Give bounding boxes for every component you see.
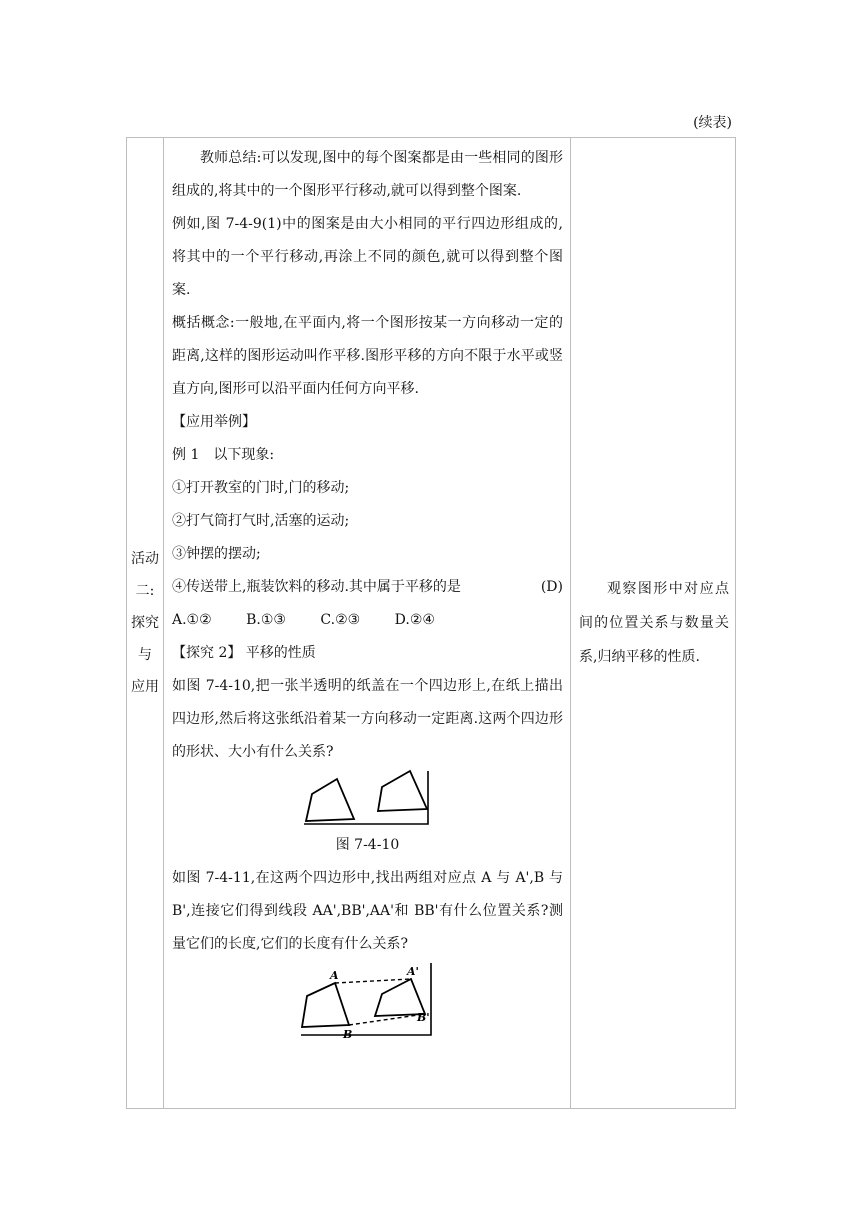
activity-label-line: 探究 [131, 615, 159, 631]
example-item: ④传送带上,瓶装饮料的移动.其中属于平移的是 [172, 579, 461, 595]
quadrilateral-original [302, 983, 349, 1027]
explore2-heading: 【探究 2】 平移的性质 [172, 645, 316, 661]
option-b: B.①③ [246, 612, 286, 628]
quadrilateral-original [306, 779, 354, 821]
figure-7-4-10 [302, 769, 434, 829]
activity-label-line: 应用 [131, 679, 159, 695]
point-a-label: A [329, 969, 339, 982]
point-b-label: B [342, 1028, 352, 1039]
example-item: ②打气筒打气时,活塞的运动; [172, 513, 350, 529]
concept-text: 概括概念:一般地,在平面内,将一个图形按某一方向移动一定的距离,这样的图形运动叫作平移.图形平移的方向不限于水平或竖直方向,图形可以沿平面内任何方向平移. [172, 315, 563, 397]
continued-label: (续表) [693, 115, 732, 131]
activity-label-line: 二: [135, 583, 155, 599]
example-figure-text: 例如,图 7-4-9(1)中的图案是由大小相同的平行四边形组成的,将其中的一个平行移动,再涂上不同的颜色,就可以得到整个图案. [172, 216, 563, 298]
point-a-prime-label: A' [406, 965, 419, 978]
options-row [172, 604, 563, 637]
side-note-cell [571, 138, 736, 1109]
segment-aa [335, 979, 411, 983]
figure-7-4-11-text: 如图 7-4-11,在这两个四边形中,找出两组对应点 A 与 A',B 与 B',连接它们得到线段 AA',BB',AA'和 BB'有什么位置关系?测量它们的长度,它们的长度有什么关系? [172, 870, 563, 952]
content-cell [164, 138, 571, 1109]
figure-caption: 图 7-4-10 [335, 837, 400, 853]
activity-label-line: 活动 [131, 551, 159, 567]
side-note: 观察图形中对应点间的位置关系与数量关系,归纳平移的性质. [579, 581, 729, 665]
figure-frame-line [304, 771, 428, 824]
example-item: ①打开教室的门时,门的移动; [172, 480, 350, 496]
activity-label-cell [127, 138, 164, 1109]
explore2-text: 如图 7-4-10,把一张半透明的纸盖在一个四边形上,在纸上描出四边形,然后将这张纸沿着某一方向移动一定距离.这两个四边形的形状、大小有什么关系? [172, 678, 563, 760]
option-c: C.②③ [320, 612, 361, 628]
option-a: A.①② [172, 612, 212, 628]
option-d: D.②④ [394, 612, 435, 628]
application-heading: 【应用举例】 [172, 414, 256, 430]
lesson-table [126, 137, 736, 1109]
example-item: ③钟摆的摆动; [172, 546, 261, 562]
teacher-summary: 教师总结:可以发现,图中的每个图案都是由一些相同的图形组成的,将其中的一个图形平行移动,就可以得到整个图案. [172, 150, 563, 199]
example1-title: 例 1 以下现象: [172, 447, 275, 463]
activity-label-line: 与 [138, 647, 152, 663]
figure-7-4-11 [299, 961, 437, 1039]
point-b-prime-label: B' [416, 1011, 430, 1024]
quadrilateral-translated [378, 771, 427, 811]
answer-label: (D) [540, 579, 563, 595]
